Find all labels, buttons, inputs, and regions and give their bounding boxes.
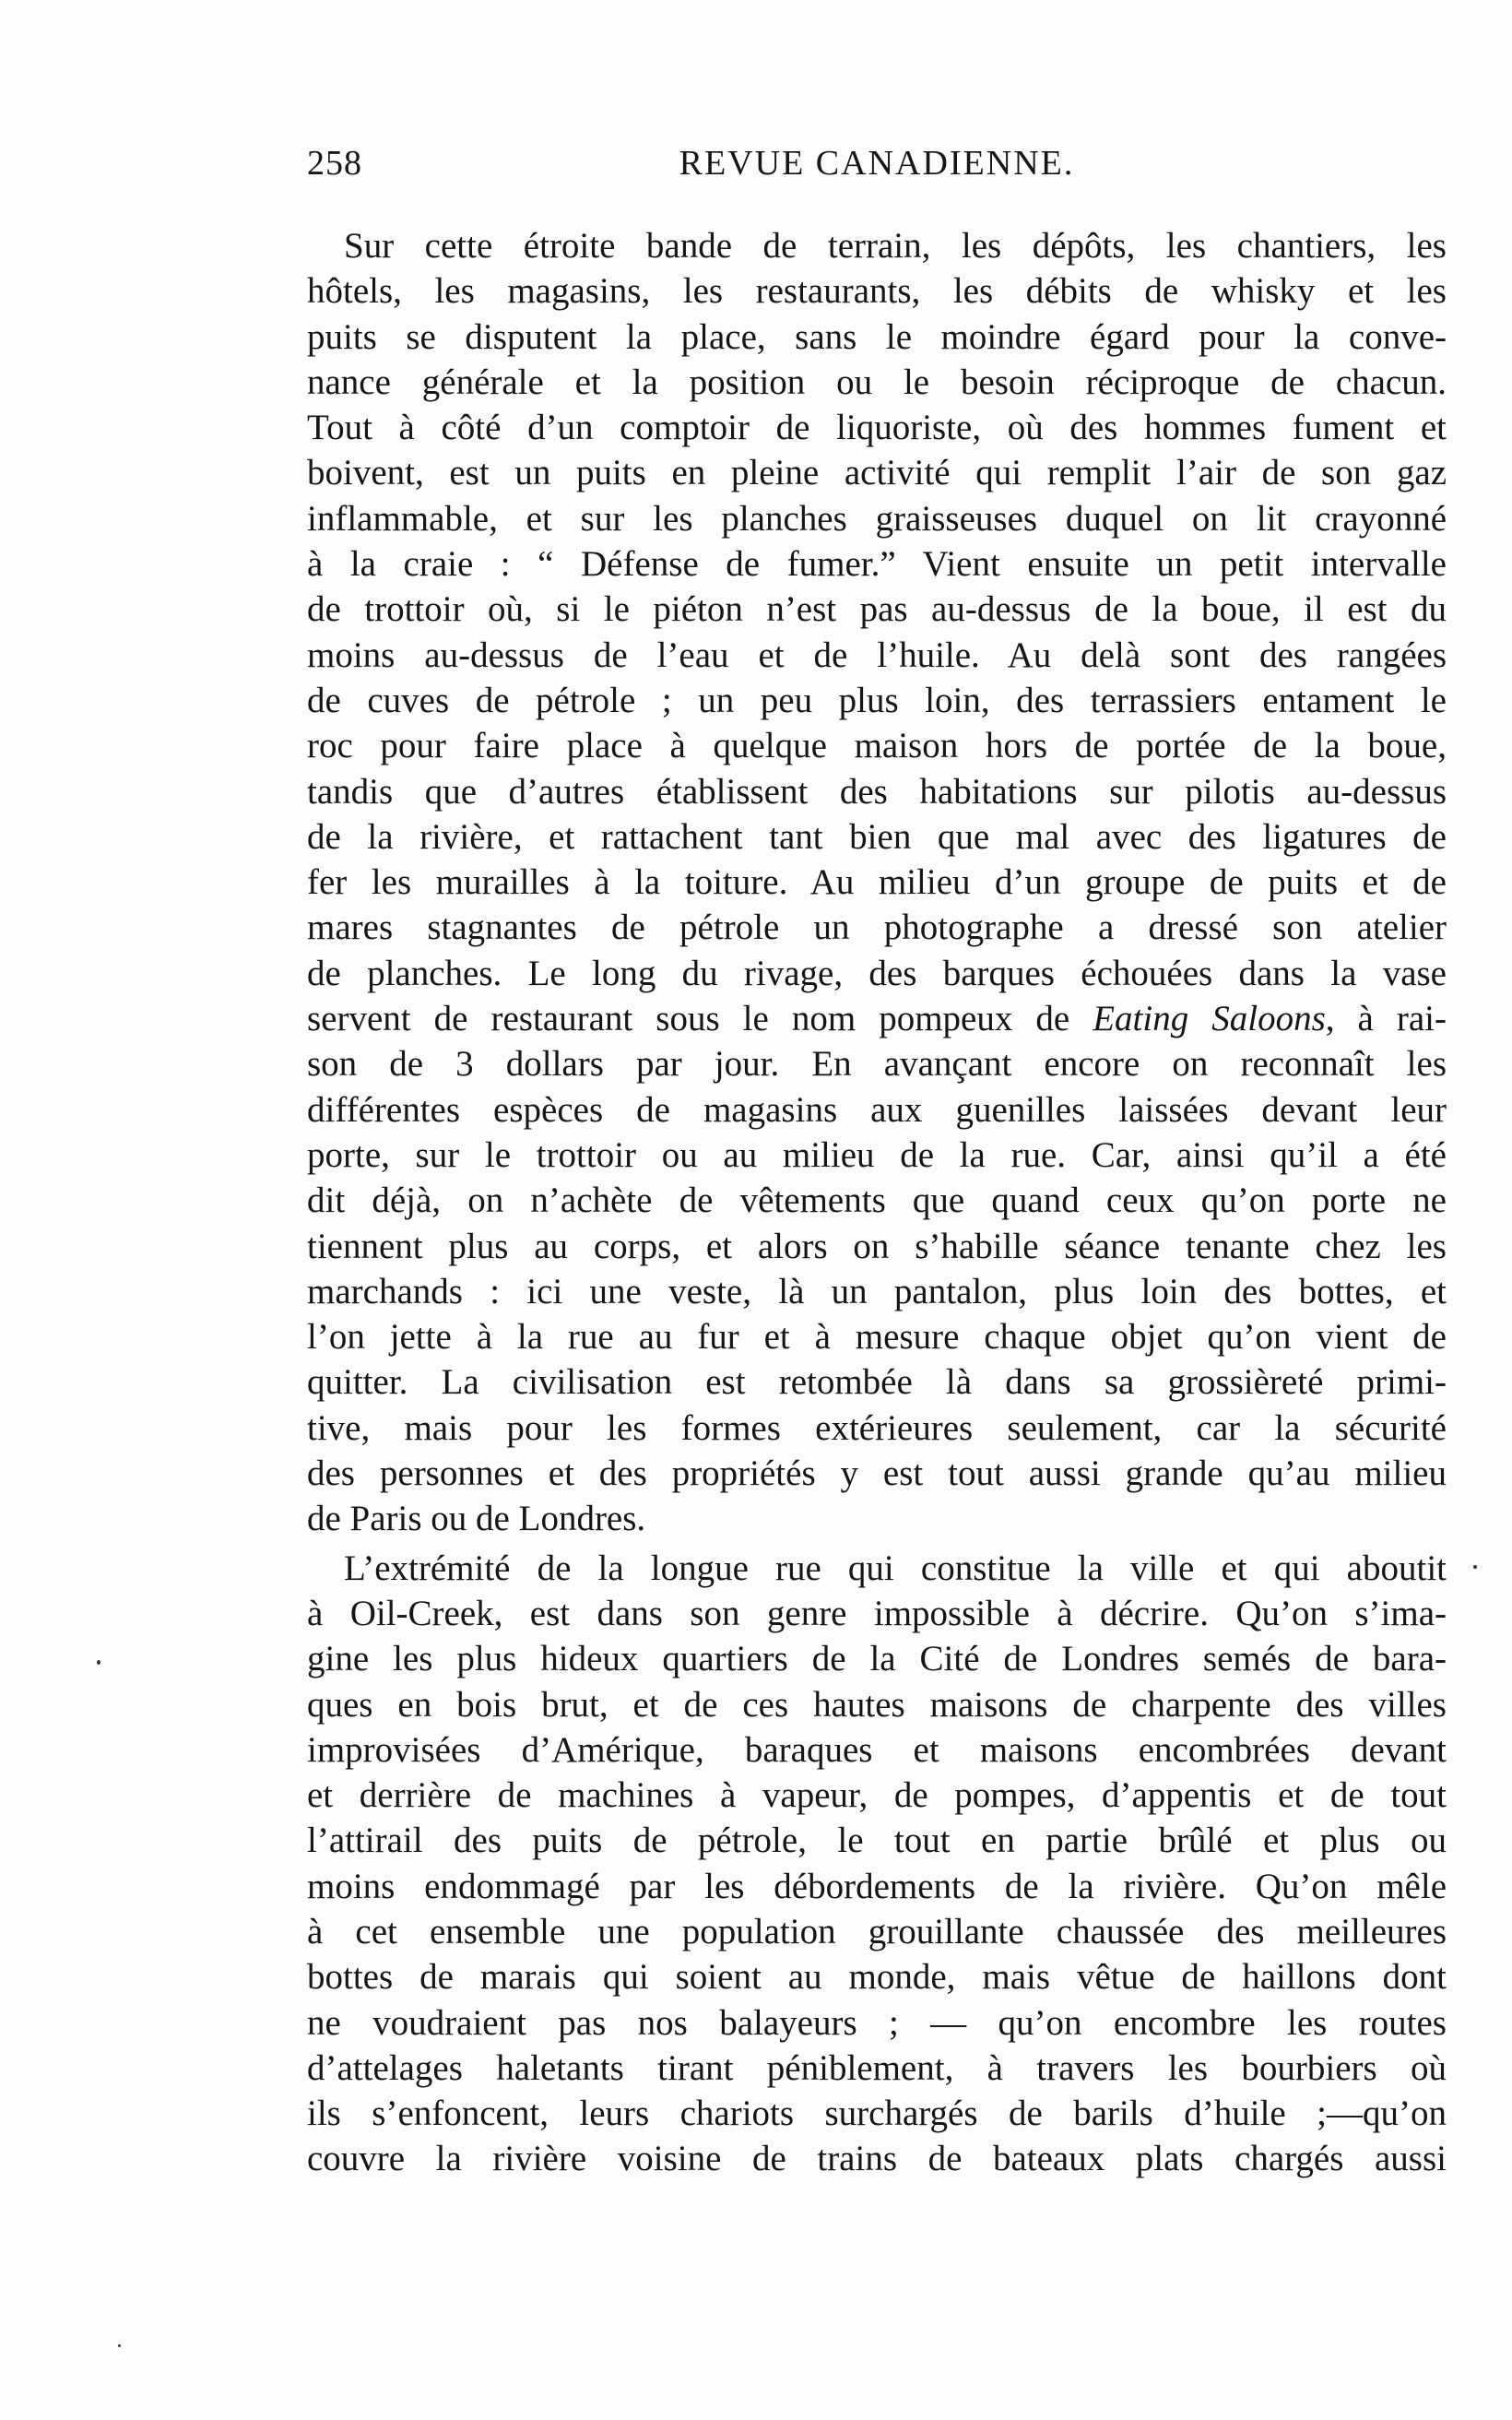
text-line: d’attelages haletants tirant péniblement, à travers les bourbiers où — [307, 2047, 1447, 2088]
text-line: de planches. Le long du rivage, des barques échouées dans la vase — [307, 953, 1447, 993]
text-line: de la rivière, et rattachent tant bien que mal avec des ligatures de — [307, 816, 1447, 857]
text-line: à la craie : “ Défense de fumer.” Vient ensuite un petit intervalle — [307, 544, 1447, 585]
text-line: roc pour faire place à quelque maison hors de portée de la boue, — [307, 726, 1447, 766]
text-line: et derrière de machines à vapeur, de pompes, d’appentis et de tout — [307, 1775, 1447, 1816]
text-line: fer les murailles à la toiture. Au milieu d’un groupe de puits et de — [307, 862, 1447, 903]
text-line: boivent, est un puits en pleine activité qui remplit l’air de son gaz — [307, 453, 1447, 493]
text-line: moins endommagé par les débordements de la rivière. Qu’on mêle — [307, 1866, 1447, 1906]
text-line: ques en bois brut, et de ces hautes maisons de charpente des villes — [307, 1684, 1447, 1725]
text-line: différentes espèces de magasins aux guenilles laissées devant leur — [307, 1089, 1447, 1130]
text-line: de cuves de pétrole ; un peu plus loin, des terrassiers entament le — [307, 680, 1447, 720]
text-line: à Oil-Creek, est dans son genre impossible à décrire. Qu’on s’ima- — [307, 1593, 1447, 1633]
text-line: Sur cette étroite bande de terrain, les dépôts, les chantiers, les — [344, 226, 1447, 266]
line-text-tail: , à rai- — [1325, 999, 1447, 1039]
text-line: tiennent plus au corps, et alors on s’habille séance tenante chez les — [307, 1226, 1447, 1266]
text-line: bottes de marais qui soient au monde, mais vêtue de haillons dont — [307, 1957, 1447, 1998]
text-line: L’extrémité de la longue rue qui constitue la ville et qui aboutit — [344, 1548, 1447, 1588]
text-line: des personnes et des propriétés y est tout aussi grande qu’au milieu — [307, 1453, 1447, 1494]
italic-phrase: Eating Saloons — [1093, 999, 1326, 1039]
text-line: gine les plus hideux quartiers de la Cité de Londres semés de bara- — [307, 1639, 1447, 1679]
text-line: dit déjà, on n’achète de vêtements que quand ceux qu’on porte ne — [307, 1180, 1447, 1221]
text-line: de trottoir où, si le piéton n’est pas au-dessus de la boue, il est du — [307, 589, 1447, 630]
text-line: à cet ensemble une population grouillante chaussée des meilleures — [307, 1911, 1447, 1951]
text-line: ne voudraient pas nos balayeurs ; — qu’on encombre les routes — [307, 2002, 1447, 2043]
text-line: de Paris ou de Londres. — [307, 1499, 646, 1539]
text-line: marchands : ici une veste, là un pantalon, plus loin des bottes, et — [307, 1271, 1447, 1311]
text-line: l’attirail des puits de pétrole, le tout en partie brûlé et plus ou — [307, 1821, 1447, 1861]
paragraph-1 — [307, 223, 1447, 1542]
text-line: Tout à côté d’un comptoir de liquoriste, où des hommes fument et — [307, 408, 1447, 448]
text-line: puits se disputent la place, sans le moindre égard pour la conve- — [307, 316, 1447, 357]
text-line: improvisées d’Amérique, baraques et maisons encombrées devant — [307, 1729, 1447, 1770]
text-line: porte, sur le trottoir ou au milieu de la rue. Car, ainsi qu’il a été — [307, 1134, 1447, 1175]
ink-speck — [118, 2344, 121, 2347]
body-text — [307, 223, 1447, 2182]
text-line: mares stagnantes de pétrole un photographe a dressé son atelier — [307, 908, 1447, 948]
paragraph-2 — [307, 1546, 1447, 2182]
text-line-with-italic — [307, 996, 1447, 1041]
text-line: hôtels, les magasins, les restaurants, les débits de whisky et les — [307, 271, 1447, 312]
text-line: son de 3 dollars par jour. En avançant encore on reconnaît les — [307, 1044, 1447, 1085]
text-line: nance générale et la position ou le besoin réciproque de chacun. — [307, 362, 1447, 402]
text-line: couvre la rivière voisine de trains de bateaux plats chargés aussi — [307, 2139, 1447, 2179]
ink-speck — [97, 1660, 100, 1665]
page-number: 258 — [307, 144, 362, 183]
text-line: l’on jette à la rue au fur et à mesure chaque objet qu’on vient de — [307, 1317, 1447, 1358]
running-head — [307, 143, 1447, 189]
text-line: tive, mais pour les formes extérieures seulement, car la sécurité — [307, 1407, 1447, 1448]
ink-speck — [1473, 1565, 1477, 1569]
text-line: ils s’enfoncent, leurs chariots surchargés de barils d’huile ;—qu’on — [307, 2094, 1447, 2134]
journal-title: REVUE CANADIENNE. — [679, 144, 1075, 183]
text-line: tandis que d’autres établissent des habitations sur pilotis au-dessus — [307, 771, 1447, 812]
text-line: quitter. La civilisation est retombée là dans sa grossièreté primi- — [307, 1362, 1447, 1403]
text-line: moins au-dessus de l’eau et de l’huile. Au delà sont des rangées — [307, 635, 1447, 675]
text-line: inflammable, et sur les planches graisseuses duquel on lit crayonné — [307, 498, 1447, 539]
line-text: servent de restaurant sous le nom pompeux de — [307, 999, 1070, 1039]
